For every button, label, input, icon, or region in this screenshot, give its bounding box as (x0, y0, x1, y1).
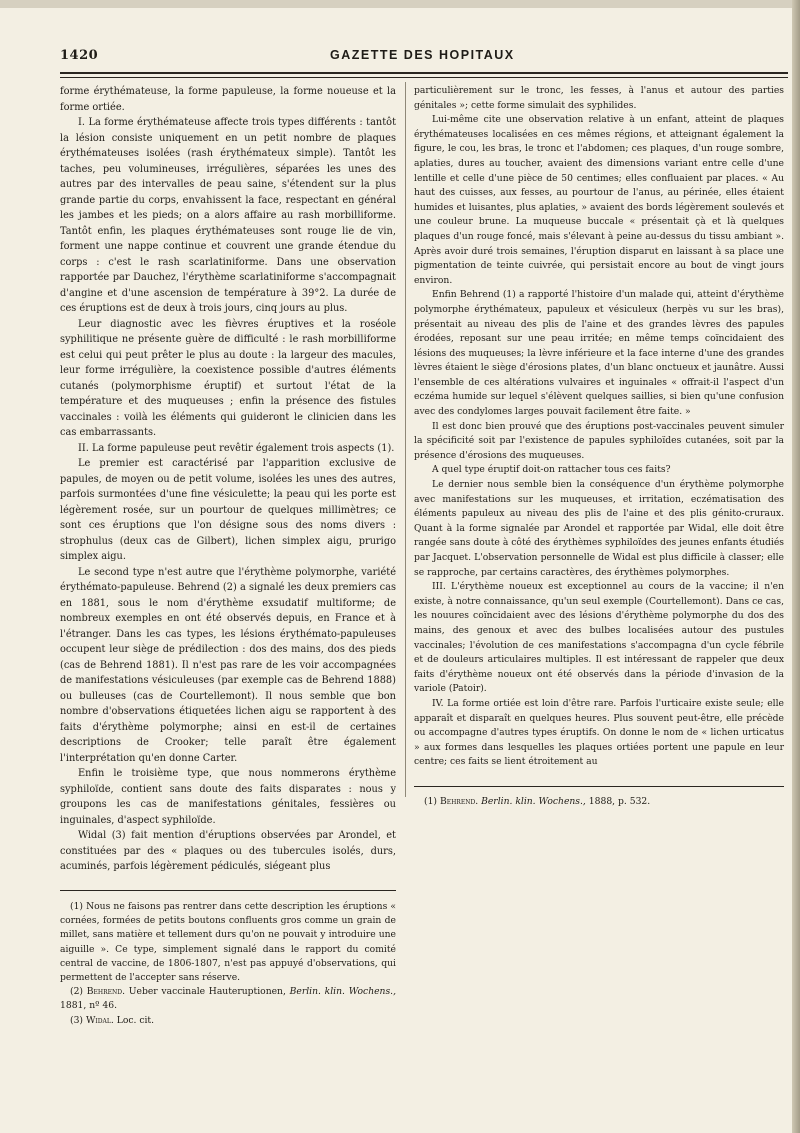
footnote-tail: 1888, p. 532. (588, 796, 651, 807)
paragraph: A quel type éruptif doit-on rattacher tous ces faits? (432, 464, 671, 476)
footnote-3 (60, 1014, 396, 1028)
footnotes-right (414, 795, 784, 809)
footnote-1 (60, 900, 396, 985)
left-column (60, 84, 396, 875)
paragraph: Il est donc bien prouvé que des éruptions post-vaccinales peuvent simuler la spécificité soit par l'existence de papules syphiloïdes cutanées, soit par la présence d'érosions des muqueuses. (414, 420, 784, 461)
footnote-1 (414, 795, 784, 809)
paragraph: Le second type n'est autre que l'érythème polymorphe, variété érythémato-papuleuse. Behrend (2) a signalé les deux premiers cas en 1881, sous le nom d'érythème exsudatif multiforme; de nombreux exemples en ont été observés depuis, en France et à l'étranger. Dans les cas types, les lésions érythémato-papuleuses occupent leur siège de prédilection : dos des mains, dos des pieds (cas de Behrend 1881). Il n'est pas rare de les voir accompagnées de manifestations vésiculeuses (par exemple cas de Behrend 1888) ou bulleuses (cas de Courtellemont). Il nous semble que bon nombre d'observations étiquetées lichen aigu se rapportent à des faits d'érythème polymorphe; ainsi en est-il de certaines descriptions de Crooker; telle paraît être également l'interprétation qu'en donne Carter. (60, 566, 396, 764)
page-number: 1420 (60, 47, 99, 63)
paragraph: forme érythémateuse, la forme papuleuse, la forme noueuse et la forme ortiée. (60, 86, 396, 113)
journal-title: GAZETTE DES HOPITAUX (330, 48, 515, 62)
column-divider (405, 82, 406, 797)
footnote-rule-right (414, 786, 784, 787)
paragraph: Widal (3) fait mention d'éruptions observées par Arondel, et constituées par des « plaques ou des tubercules isolés, durs, acuminés, parfois légèrement pédiculés, siégeant plus (60, 830, 396, 872)
footnote-rule-left (60, 890, 396, 891)
paragraph: III. L'érythème noueux est exceptionnel au cours de la vaccine; il n'en existe, à notre connaissance, qu'un seul exemple (Courtellemont). Dans ce cas, les nouures coïncidaient avec des lésions d'érythème polymorphe du dos des mains, des genoux et avec des bulbes localisées autour des pustules vaccinales; l'évolution de ces manifestations s'accompagna d'un cycle fébrile et de douleurs articulaires multiples. Il est intéressant de rappeler que deux faits d'érythème noueux ont été observés dans la période d'invasion de la variole (Patoir). (414, 581, 784, 695)
paragraph: particulièrement sur le tronc, les fesses, à l'anus et autour des parties génitales »; cette forme simulait des syphilides. (414, 85, 784, 111)
paragraph: Enfin le troisième type, que nous nommerons érythème syphiloïde, contient sans doute des faits disparates : nous y groupons les cas de manifestations génitales, fessières ou inguinales, d'aspect syphiloïde. (60, 768, 396, 826)
right-column (414, 84, 784, 770)
footnote-2 (60, 985, 396, 1013)
header-rule-thick (60, 72, 788, 74)
footnote-mark: (1) (424, 796, 438, 807)
header-rule-thin (60, 77, 788, 78)
footnote-source: Berlin. klin. Wochens., (481, 796, 586, 807)
footnote-source: Berlin. klin. Wochens., (289, 986, 397, 998)
paragraph: Enfin Behrend (1) a rapporté l'histoire d'un malade qui, atteint d'érythème polymorphe érythémateux, papuleux et vésiculeux (herpès vu sur les bras), présentait au niveau des plis de l'aine et des grandes lèvres des papules érodées, reposant sur une peau irritée; en même temps coïncidaient des lésions des muqueuses; la lèvre inférieure et la face interne d'une des grandes lèvres étaient le siège d'érosions plates, d'un blanc onctueux et jaunâtre. Aussi l'ensemble de ces altérations vulvaires et inguinales « offrait-il l'aspect d'un eczéma humide sur lequel s'élèvent quelques saillies, si bien qu'une confusion avec des condylomes larges pouvait facilement être faite. » (414, 289, 784, 418)
footnote-author: Behrend. (86, 986, 126, 998)
footnotes-left (60, 900, 396, 1028)
paragraph: Le premier est caractérisé par l'apparition exclusive de papules, de moyen ou de petit volume, isolées les unes des autres, parfois surmontées d'une fine vésiculette; la peau qui les porte est légèrement rosée, sur un pourtour de quelques millimètres; ce sont ces éruptions que l'on désigne sous des noms divers : strophulus (deux cas de Gilbert), lichen simplex aigu, prurigo simplex aigu. (60, 458, 396, 562)
footnote-mark: (3) (70, 1014, 84, 1026)
footnote-mark: (2) (70, 986, 84, 998)
footnote-tail: 1881, nº 46. (60, 1000, 117, 1012)
scan-top-band (0, 0, 800, 8)
scan-page-edge (792, 0, 800, 1133)
footnote-author: Widal. (85, 1014, 114, 1026)
page-header (60, 44, 785, 66)
footnote-mark: (1) (70, 901, 84, 912)
paragraph: Leur diagnostic avec les fièvres éruptives et la roséole syphilitique ne présente guère de difficulté : le rash morbilliforme est celui qui peut prêter le plus au doute : la largeur des macules, leur forme irrégulière, la coexistence possible d'autres éléments cutanés (polymorphisme éruptif) et surtout l'état de la température et des muqueuses ; enfin la présence des fistules vaccinales : voilà les éléments qui guideront le clinicien dans les cas embarrassants. (60, 318, 396, 438)
paragraph: Le dernier nous semble bien la conséquence d'un érythème polymorphe avec manifestations sur les muqueuses, et irritation, eczématisation des éléments papuleux au niveau des plis de l'aine et des plis génito-cruraux. Quant à la forme signalée par Arondel et rapportée par Widal, elle doit être rangée sans doute à côté des érythèmes syphiloïdes des jeunes enfants étudiés par Jacquet. L'observation personnelle de Widal est plus difficile à classer; elle se rapproche, par certains caractères, des érythèmes polymorphes. (414, 479, 784, 578)
footnote-text: Loc. cit. (116, 1014, 155, 1026)
footnote-text: Nous ne faisons pas rentrer dans cette description les éruptions « cornées, formées de petits boutons confluents gros comme un grain de millet, sans matière et tellement durs qu'on ne pouvait y introduire une aiguille ». Ce type, simplement signalé dans le rapport du comité central de vaccine, de 1806-1807, n'est pas appuyé d'observations, qui permettent de l'accepter sans réserve. (60, 901, 396, 984)
paragraph: I. La forme érythémateuse affecte trois types différents : tantôt la lésion consiste uniquement en un petit nombre de plaques érythémateuses isolées (rash érythémateux simple). Tantôt les taches, peu volumineuses, irrégulières, séparées les unes des autres par des intervalles de peau saine, s'étendent sur la plus grande partie du corps, envahissent la face, respectant en général les jambes et les pieds; on a alors affaire au rash morbilliforme. Tantôt enfin, les plaques érythémateuses sont rouge lie de vin, forment une nappe continue et couvrent une grande étendue du corps : c'est le rash scarlatiniforme. Dans une observation rapportée par Dauchez, l'érythème scarlatiniforme s'accompagnait d'angine et d'une ascension de température à 39°2. La durée de ces éruptions est de deux à trois jours, cinq jours au plus. (60, 117, 396, 314)
paragraph: Lui-même cite une observation relative à un enfant, atteint de plaques érythémateuses localisées en ces mêmes régions, et atteignant également la figure, le cou, les bras, le tronc et l'abdomen; ces plaques, d'un rouge sombre, aplaties, dures au toucher, avaient des dimensions variant entre celle d'une lentille et celle d'une pièce de 50 centimes; elles confluaient par places. « Au haut des cuisses, aux fesses, au pourtour de l'anus, au périnée, elles étaient humides et luisantes, plus aplaties, » avaient des bords légèrement soulevés et une couleur brune. La muqueuse buccale « présentait çà et là quelques plaques d'un rouge foncé, mais s'élevant à peine au-dessus du tissu ambiant ». Après avoir duré trois semaines, l'éruption disparut en laissant à sa place une pigmentation de teinte cuivrée, qui persistait encore au bout de vingt jours environ. (414, 114, 784, 286)
footnote-author: Behrend. (439, 796, 479, 807)
paragraph: II. La forme papuleuse peut revêtir également trois aspects (1). (78, 442, 395, 454)
paragraph: IV. La forme ortiée est loin d'être rare. Parfois l'urticaire existe seule; elle apparaît et disparaît en quelques heures. Plus souvent peut-être, elle précède ou accompagne d'autres types éruptifs. On donne le nom de « lichen urticatus » aux formes dans lesquelles les plaques ortiées portent une papule en leur centre; ces faits se lient étroitement au (414, 697, 784, 768)
footnote-text: Ueber vaccinale Hauteruptionen, (128, 986, 286, 998)
